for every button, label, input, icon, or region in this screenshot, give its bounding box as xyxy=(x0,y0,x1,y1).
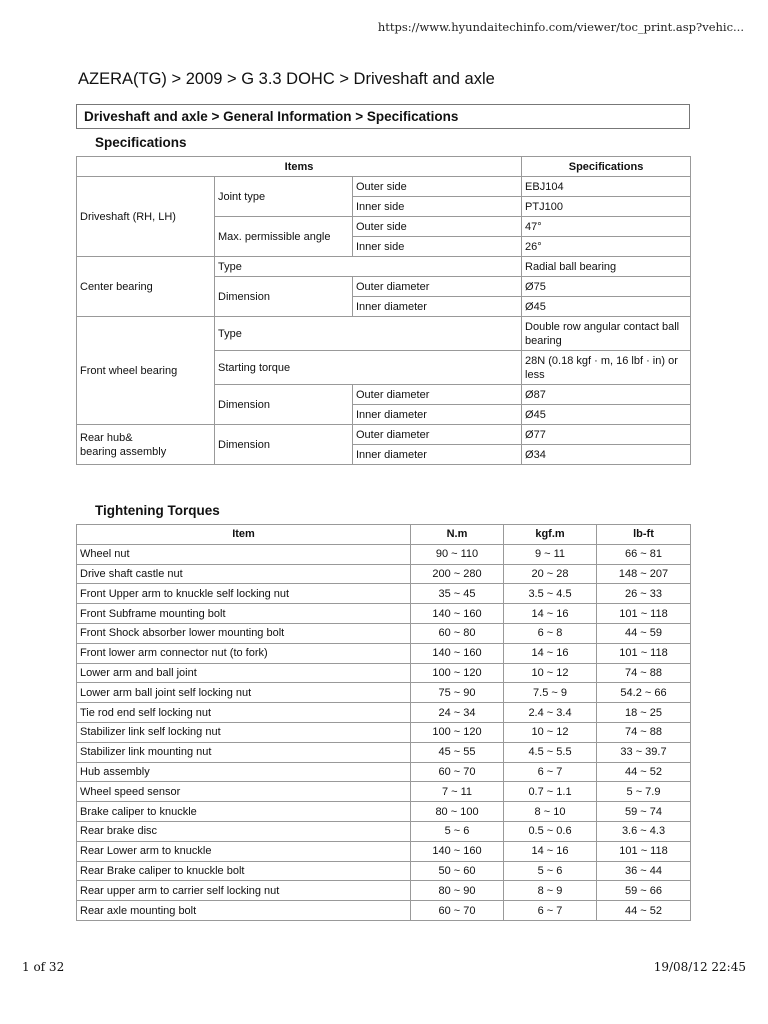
spec-subgroup-label: Type xyxy=(215,257,522,277)
torque-value-lbft: 101 ~ 118 xyxy=(597,604,691,624)
torque-value-kgfm: 10 ~ 12 xyxy=(504,663,597,683)
torque-value-nm: 60 ~ 70 xyxy=(411,901,504,921)
table-row xyxy=(77,604,691,624)
spec-subgroup-label: Joint type xyxy=(215,177,353,217)
torque-item-name: Front lower arm connector nut (to fork) xyxy=(77,643,411,663)
table-row xyxy=(77,663,691,683)
spec-item-label: Inner side xyxy=(353,237,522,257)
spec-item-label: Outer side xyxy=(353,217,522,237)
spec-header-specs: Specifications xyxy=(522,157,691,177)
spec-item-label: Outer diameter xyxy=(353,385,522,405)
spec-item-label: Inner side xyxy=(353,197,522,217)
torque-value-kgfm: 14 ~ 16 xyxy=(504,604,597,624)
torque-value-nm: 80 ~ 90 xyxy=(411,881,504,901)
torque-value-nm: 50 ~ 60 xyxy=(411,861,504,881)
torque-value-lbft: 66 ~ 81 xyxy=(597,544,691,564)
torque-item-name: Front Subframe mounting bolt xyxy=(77,604,411,624)
torque-value-nm: 140 ~ 160 xyxy=(411,604,504,624)
table-row xyxy=(77,703,691,723)
torque-value-lbft: 18 ~ 25 xyxy=(597,703,691,723)
table-row xyxy=(77,762,691,782)
torque-item-name: Tie rod end self locking nut xyxy=(77,703,411,723)
torque-value-kgfm: 6 ~ 7 xyxy=(504,762,597,782)
print-timestamp: 19/08/12 22:45 xyxy=(653,960,746,974)
spec-item-label: Outer diameter xyxy=(353,277,522,297)
torque-col-lbft: lb-ft xyxy=(597,525,691,545)
table-row xyxy=(77,623,691,643)
torque-value-lbft: 59 ~ 66 xyxy=(597,881,691,901)
torque-item-name: Brake caliper to knuckle xyxy=(77,802,411,822)
torque-value-lbft: 33 ~ 39.7 xyxy=(597,742,691,762)
table-row xyxy=(77,821,691,841)
table-row xyxy=(77,742,691,762)
torque-col-kgfm: kgf.m xyxy=(504,525,597,545)
torque-item-name: Rear axle mounting bolt xyxy=(77,901,411,921)
spec-item-value: PTJ100 xyxy=(522,197,691,217)
torque-value-kgfm: 6 ~ 8 xyxy=(504,623,597,643)
spec-header-items: Items xyxy=(77,157,522,177)
torque-value-lbft: 5 ~ 7.9 xyxy=(597,782,691,802)
tightening-torques-table xyxy=(76,524,691,921)
torque-value-kgfm: 7.5 ~ 9 xyxy=(504,683,597,703)
spec-subgroup-label: Dimension xyxy=(215,385,353,425)
torque-value-lbft: 44 ~ 52 xyxy=(597,901,691,921)
spec-item-value: Ø45 xyxy=(522,405,691,425)
torque-item-name: Stabilizer link mounting nut xyxy=(77,742,411,762)
torque-col-item: Item xyxy=(77,525,411,545)
torque-value-lbft: 26 ~ 33 xyxy=(597,584,691,604)
spec-subgroup-label: Starting torque xyxy=(215,351,522,385)
torque-item-name: Lower arm and ball joint xyxy=(77,663,411,683)
table-row xyxy=(77,841,691,861)
torque-item-name: Wheel speed sensor xyxy=(77,782,411,802)
torque-value-kgfm: 3.5 ~ 4.5 xyxy=(504,584,597,604)
spec-item-value: 28N (0.18 kgf · m, 16 lbf · in) or less xyxy=(522,351,691,385)
table-row xyxy=(77,643,691,663)
page-title: AZERA(TG) > 2009 > G 3.3 DOHC > Driveshaft and axle xyxy=(78,70,495,88)
torque-value-kgfm: 14 ~ 16 xyxy=(504,643,597,663)
torque-value-lbft: 101 ~ 118 xyxy=(597,841,691,861)
torque-value-kgfm: 6 ~ 7 xyxy=(504,901,597,921)
tightening-torques-heading: Tightening Torques xyxy=(95,503,220,518)
table-row xyxy=(77,683,691,703)
torque-value-nm: 24 ~ 34 xyxy=(411,703,504,723)
spec-item-value: Ø87 xyxy=(522,385,691,405)
table-row xyxy=(77,544,691,564)
spec-item-value: Double row angular contact ball bearing xyxy=(522,317,691,351)
spec-subgroup-label: Dimension xyxy=(215,425,353,465)
torque-value-nm: 100 ~ 120 xyxy=(411,663,504,683)
table-row xyxy=(77,584,691,604)
torque-item-name: Drive shaft castle nut xyxy=(77,564,411,584)
spec-item-value: Ø77 xyxy=(522,425,691,445)
specifications-heading: Specifications xyxy=(95,135,187,150)
torque-table-body xyxy=(77,544,691,920)
torque-value-nm: 140 ~ 160 xyxy=(411,643,504,663)
torque-value-kgfm: 8 ~ 10 xyxy=(504,802,597,822)
torque-col-nm: N.m xyxy=(411,525,504,545)
spec-item-label: Inner diameter xyxy=(353,405,522,425)
spec-item-value: 26° xyxy=(522,237,691,257)
torque-item-name: Hub assembly xyxy=(77,762,411,782)
torque-value-nm: 60 ~ 80 xyxy=(411,623,504,643)
spec-item-value: Ø45 xyxy=(522,297,691,317)
torque-value-nm: 60 ~ 70 xyxy=(411,762,504,782)
table-row xyxy=(77,317,691,351)
spec-group-driveshaft: Driveshaft (RH, LH) xyxy=(77,177,215,257)
torque-value-kgfm: 10 ~ 12 xyxy=(504,722,597,742)
spec-item-value: Radial ball bearing xyxy=(522,257,691,277)
table-row xyxy=(77,425,691,445)
torque-value-nm: 200 ~ 280 xyxy=(411,564,504,584)
spec-group-rear-hub xyxy=(77,425,215,465)
table-row xyxy=(77,722,691,742)
table-row xyxy=(77,257,691,277)
page-number: 1 of 32 xyxy=(22,960,65,974)
torque-value-nm: 5 ~ 6 xyxy=(411,821,504,841)
table-row xyxy=(77,564,691,584)
spec-subgroup-label: Dimension xyxy=(215,277,353,317)
spec-item-label: Inner diameter xyxy=(353,297,522,317)
breadcrumb: Driveshaft and axle > General Information > Specifications xyxy=(76,104,690,129)
spec-item-label: Outer diameter xyxy=(353,425,522,445)
torque-value-nm: 7 ~ 11 xyxy=(411,782,504,802)
torque-item-name: Front Shock absorber lower mounting bolt xyxy=(77,623,411,643)
table-row xyxy=(77,782,691,802)
torque-value-lbft: 74 ~ 88 xyxy=(597,722,691,742)
torque-item-name: Rear Lower arm to knuckle xyxy=(77,841,411,861)
specifications-table xyxy=(76,156,691,465)
torque-item-name: Wheel nut xyxy=(77,544,411,564)
torque-item-name: Lower arm ball joint self locking nut xyxy=(77,683,411,703)
spec-header-row xyxy=(77,157,691,177)
torque-value-nm: 75 ~ 90 xyxy=(411,683,504,703)
table-row xyxy=(77,177,691,197)
torque-item-name: Rear upper arm to carrier self locking nut xyxy=(77,881,411,901)
header-url: https://www.hyundaitechinfo.com/viewer/toc_print.asp?vehic... xyxy=(377,20,744,34)
torque-value-lbft: 59 ~ 74 xyxy=(597,802,691,822)
spec-item-value: Ø75 xyxy=(522,277,691,297)
torque-item-name: Front Upper arm to knuckle self locking nut xyxy=(77,584,411,604)
spec-subgroup-label: Type xyxy=(215,317,522,351)
torque-value-nm: 100 ~ 120 xyxy=(411,722,504,742)
torque-value-lbft: 148 ~ 207 xyxy=(597,564,691,584)
torque-value-nm: 80 ~ 100 xyxy=(411,802,504,822)
torque-value-lbft: 36 ~ 44 xyxy=(597,861,691,881)
rear-hub-label-line1: Rear hub& xyxy=(80,431,133,444)
torque-value-nm: 45 ~ 55 xyxy=(411,742,504,762)
torque-value-lbft: 74 ~ 88 xyxy=(597,663,691,683)
torque-value-kgfm: 9 ~ 11 xyxy=(504,544,597,564)
spec-item-value: EBJ104 xyxy=(522,177,691,197)
torque-value-kgfm: 0.7 ~ 1.1 xyxy=(504,782,597,802)
torque-value-nm: 35 ~ 45 xyxy=(411,584,504,604)
table-row xyxy=(77,861,691,881)
rear-hub-label-line2: bearing assembly xyxy=(80,445,167,458)
table-row xyxy=(77,802,691,822)
torque-header-row xyxy=(77,525,691,545)
torque-value-kgfm: 20 ~ 28 xyxy=(504,564,597,584)
torque-value-kgfm: 2.4 ~ 3.4 xyxy=(504,703,597,723)
torque-value-lbft: 101 ~ 118 xyxy=(597,643,691,663)
table-row xyxy=(77,901,691,921)
torque-value-lbft: 44 ~ 59 xyxy=(597,623,691,643)
torque-value-kgfm: 14 ~ 16 xyxy=(504,841,597,861)
spec-item-label: Outer side xyxy=(353,177,522,197)
table-row xyxy=(77,881,691,901)
torque-item-name: Stabilizer link self locking nut xyxy=(77,722,411,742)
spec-item-label: Inner diameter xyxy=(353,445,522,465)
spec-group-front-wheel-bearing: Front wheel bearing xyxy=(77,317,215,425)
torque-item-name: Rear Brake caliper to knuckle bolt xyxy=(77,861,411,881)
torque-value-lbft: 3.6 ~ 4.3 xyxy=(597,821,691,841)
torque-value-kgfm: 0.5 ~ 0.6 xyxy=(504,821,597,841)
torque-value-lbft: 54.2 ~ 66 xyxy=(597,683,691,703)
torque-value-kgfm: 8 ~ 9 xyxy=(504,881,597,901)
torque-value-nm: 90 ~ 110 xyxy=(411,544,504,564)
torque-value-kgfm: 5 ~ 6 xyxy=(504,861,597,881)
torque-value-kgfm: 4.5 ~ 5.5 xyxy=(504,742,597,762)
spec-item-value: 47° xyxy=(522,217,691,237)
torque-value-lbft: 44 ~ 52 xyxy=(597,762,691,782)
spec-item-value: Ø34 xyxy=(522,445,691,465)
torque-value-nm: 140 ~ 160 xyxy=(411,841,504,861)
spec-subgroup-label: Max. permissible angle xyxy=(215,217,353,257)
torque-item-name: Rear brake disc xyxy=(77,821,411,841)
spec-group-center-bearing: Center bearing xyxy=(77,257,215,317)
